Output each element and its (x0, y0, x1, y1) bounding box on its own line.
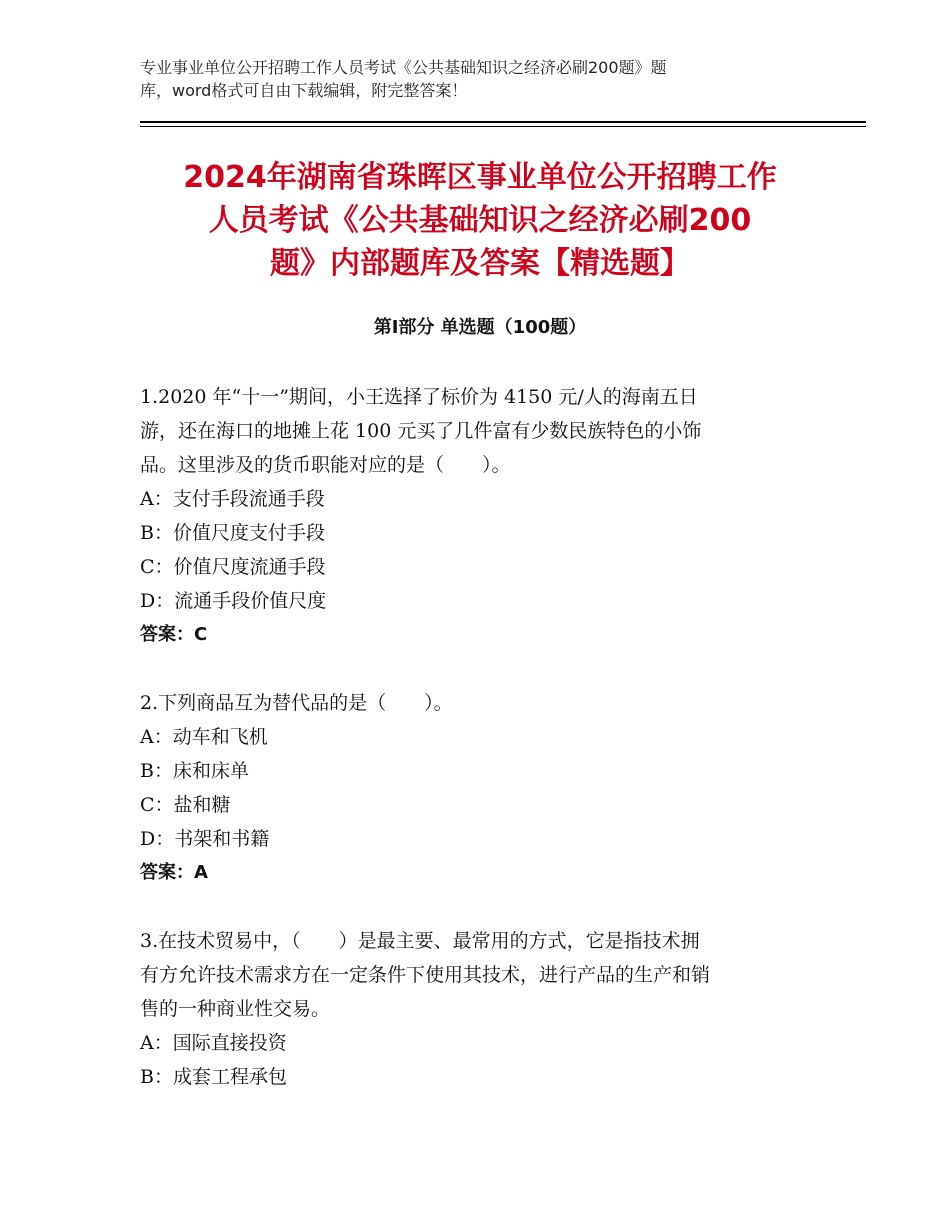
answer: 答案：A (140, 862, 208, 883)
question-1 (140, 380, 800, 652)
title-line-1: 2024年湖南省珠晖区事业单位公开招聘工作 (183, 160, 777, 195)
stem-line: 品。这里涉及的货币职能对应的是（ ）。 (140, 454, 511, 476)
question-stem (140, 924, 800, 1026)
answer: 答案：C (140, 624, 208, 645)
header-divider-thin (140, 126, 866, 127)
stem-line: 游，还在海口的地摊上花 100 元买了几件富有少数民族特色的小饰 (140, 420, 702, 442)
header-note-line-1: 专业事业单位公开招聘工作人员考试《公共基础知识之经济必刷200题》题 (140, 58, 667, 77)
question-3 (140, 924, 800, 1094)
option-b: B：成套工程承包 (140, 1066, 287, 1088)
stem-line: 2.下列商品互为替代品的是（ ）。 (140, 692, 453, 714)
question-2 (140, 686, 800, 890)
stem-line: 3.在技术贸易中，（ ）是最主要、最常用的方式，它是指技术拥 (140, 930, 700, 952)
option-a: A：支付手段流通手段 (140, 488, 325, 510)
option-a: A：动车和飞机 (140, 726, 268, 748)
option-b: B：价值尺度支付手段 (140, 522, 325, 544)
document-header-note (140, 56, 780, 102)
section-title: 第Ⅰ部分 单选题（100题） (373, 317, 587, 338)
option-d: D：流通手段价值尺度 (140, 590, 327, 612)
option-d: D：书架和书籍 (140, 828, 270, 850)
stem-line: 有方允许技术需求方在一定条件下使用其技术，进行产品的生产和销 (140, 964, 711, 986)
option-a: A：国际直接投资 (140, 1032, 287, 1054)
title-line-2: 人员考试《公共基础知识之经济必刷200 (208, 203, 752, 238)
stem-line: 1.2020 年“十一”期间，小王选择了标价为 4150 元/人的海南五日 (140, 386, 698, 408)
title-line-3: 题》内部题库及答案【精选题】 (270, 246, 690, 281)
option-c: C：盐和糖 (140, 794, 231, 816)
question-stem (140, 380, 800, 482)
option-b: B：床和床单 (140, 760, 249, 782)
header-note-line-2: 库，word格式可自由下载编辑，附完整答案！ (140, 81, 468, 100)
option-c: C：价值尺度流通手段 (140, 556, 326, 578)
header-divider-thick (140, 121, 866, 123)
stem-line: 售的一种商业性交易。 (140, 998, 331, 1020)
question-stem (140, 686, 800, 720)
document-title (140, 156, 820, 285)
